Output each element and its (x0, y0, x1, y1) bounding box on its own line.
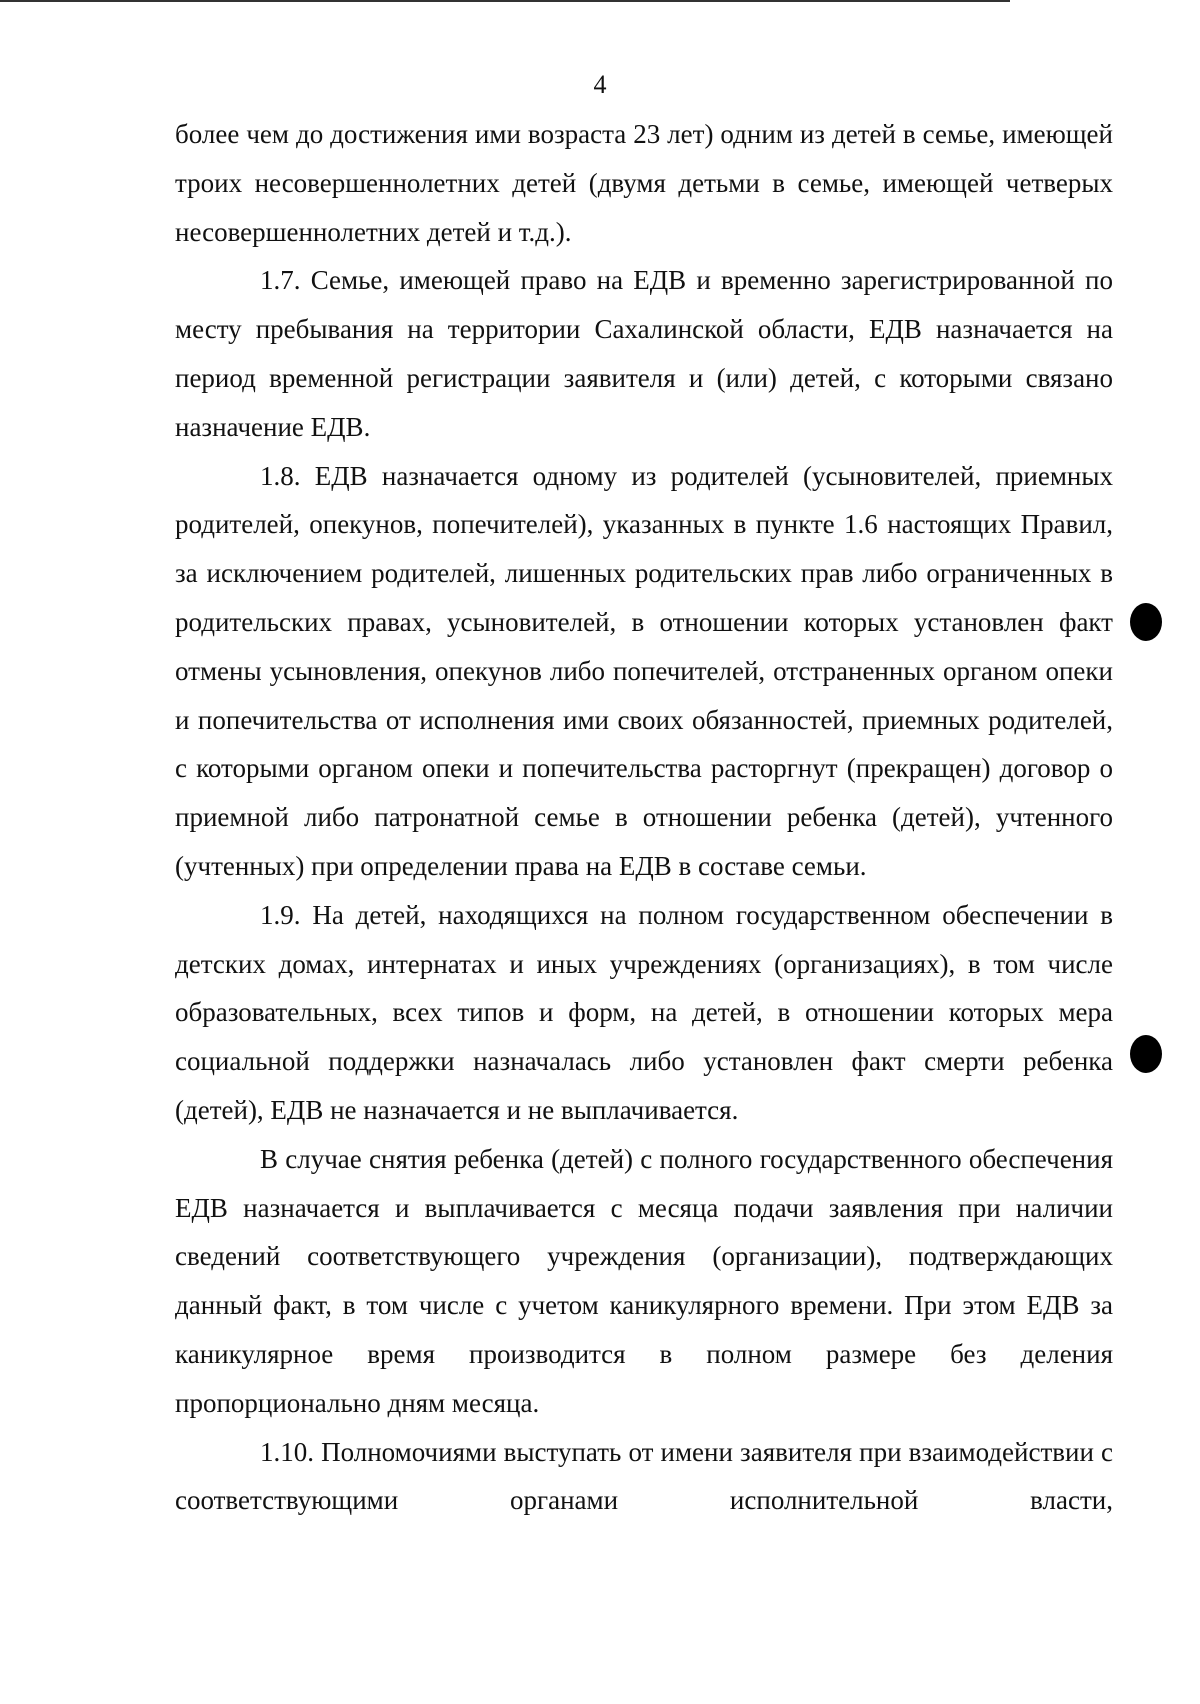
binder-hole-mark (1130, 1035, 1162, 1073)
paragraph-1-7: 1.7. Семье, имеющей право на ЕДВ и временно зарегистрированной по месту пребывания на территории Сахалинской области, ЕДВ назначается на период временной регистрации заявителя и (или) детей, с которыми связано назначение ЕДВ. (175, 265, 1113, 442)
document-body (175, 110, 1113, 1525)
paragraph-1-9-continued: В случае снятия ребенка (детей) с полного государственного обеспечения ЕДВ назначается и выплачивается с месяца подачи заявления при наличии сведений соответствующего учреждения (организации), подтверждающих данный факт, в том числе с учетом каникулярного времени. При этом ЕДВ за каникулярное время производится в полном размере без деления пропорционально дням месяца. (175, 1143, 1113, 1418)
paragraph-continuation: более чем до достижения ими возраста 23 лет) одним из детей в семье, имеющей троих несовершеннолетних детей (двумя детьми в семье, имеющей четверых несовершеннолетних детей и т.д.). (175, 119, 1113, 247)
paragraph-1-8: 1.8. ЕДВ назначается одному из родителей (усыновителей, приемных родителей, опекунов, попечителей), указанных в пункте 1.6 настоящих Правил, за исключением родителей, лишенных родительских прав либо ограниченных в родительских правах, усыновителей, в отношении которых установлен факт отмены усыновления, опекунов либо попечителей, отстраненных органом опеки и попечительства от исполнения ими своих обязанностей, приемных родителей, с которыми органом опеки и попечительства расторгнут (прекращен) договор о приемной либо патронатной семье в отношении ребенка (детей), учтенного (учтенных) при определении права на ЕДВ в составе семьи. (175, 460, 1113, 881)
paragraph-1-10: 1.10. Полномочиями выступать от имени заявителя при взаимодействии с соответствующими органами исполнительной власти, (175, 1436, 1113, 1516)
paragraph-1-9: 1.9. На детей, находящихся на полном государственном обеспечении в детских домах, интернатах и иных учреждениях (организациях), в том числе образовательных, всех типов и форм, на детей, в отношении которых мера социальной поддержки назначалась либо установлен факт смерти ребенка (детей), ЕДВ не назначается и не выплачивается. (175, 899, 1113, 1125)
binder-hole-mark (1130, 603, 1162, 641)
top-rule (0, 0, 1010, 2)
page-number: 4 (593, 70, 607, 99)
